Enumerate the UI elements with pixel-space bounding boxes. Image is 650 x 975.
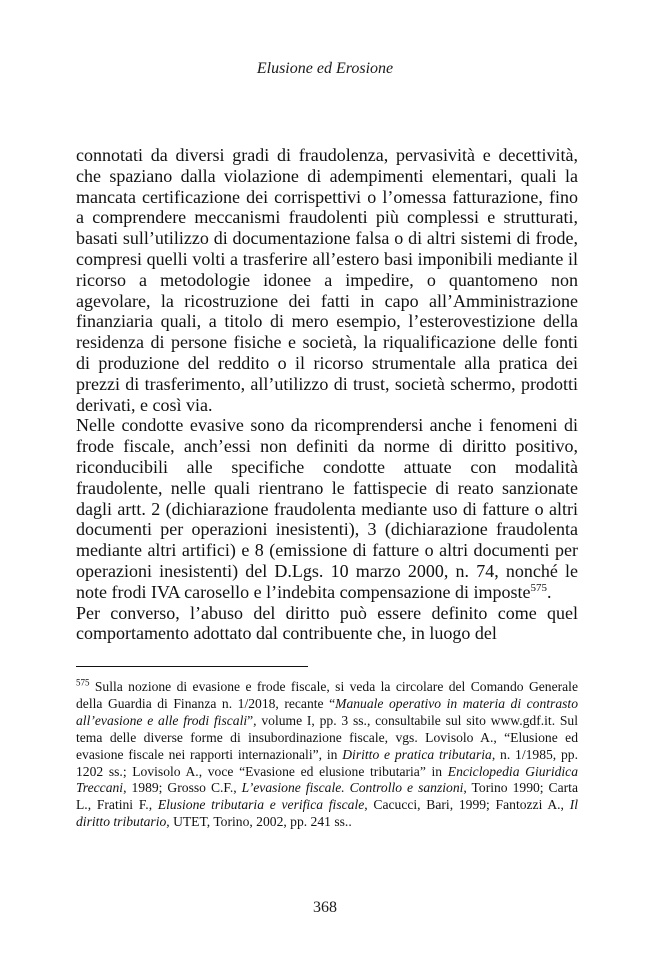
paragraph-2 [76, 415, 578, 602]
running-head: Elusione ed Erosione [256, 60, 394, 77]
footnote-text-1: Sulla nozione di evasione e frode fiscale, si veda la circolare del Comando Generale della Guardia di Finanza n. 1/2018, recante “ [76, 679, 578, 711]
footnote-italic-3: Enciclopedia Giuridica Treccani [76, 763, 578, 796]
footnote-text-7: , UTET, Torino, 2002, pp. 241 ss.. [166, 814, 352, 830]
footnote-italic-4: L’evasione fiscale. Controllo e sanzioni [241, 780, 464, 796]
footnote-text-4: , 1989; Grosso C.F., [123, 780, 242, 796]
footnote-text-6: , Cacucci, Bari, 1999; Fantozzi A., [364, 797, 570, 813]
paragraph-2-end: . [547, 581, 552, 602]
footnote-text-2: ”, volume I, pp. 3 ss., consultabile sul sito www.gdf.it. Sul tema delle diverse forme di insubordinazione fiscale, vgs. Lovisolo A., “Elusione ed evasione fiscale nei rapporti internazionali”, in [76, 712, 579, 762]
paragraph-1: connotati da diversi gradi di fraudolenza, pervasività e decettività, che spaziano dalla violazione di adempimenti elementari, quali la mancata certificazione dei corrispettivi o l’omessa fatturazione, fino a comprendere meccanismi fraudolenti più complessi e strutturati, basati sull’utilizzo di documentazione falsa o di altri sistemi di frode, compresi quelli volti a trasferire all’estero basi imponibili mediante il ricorso a metodologie idonee a impedire, o quantomeno non agevolare, la ricostruzione dei fatti in capo all’Amministrazione finanziaria quali, a titolo di mero esempio, l’esterovestizione della residenza di persone fisiche e società, la riqualificazione delle fonti di produzione del reddito o il ricorso strumentale alla pratica dei prezzi di trasferimento, all’utilizzo di trust, società schermo, prodotti derivati, e così via. [76, 145, 578, 415]
footnote-separator [76, 666, 308, 667]
footnote-italic-6: Il diritto tributario [76, 797, 579, 830]
footnote-italic-1: Manuale operativo in materia di contrasto all’evasione e alle frodi fiscali [76, 695, 579, 728]
paragraph-3: Per converso, l’abuso del diritto può essere definito come quel comportamento adottato dal contribuente che, in luogo del [76, 602, 578, 644]
footnote-text-3: , n. 1/1985, pp. 1202 ss.; Lovisolo A., voce “Evasione ed elusione tributaria” in [76, 746, 578, 779]
main-text [76, 145, 578, 644]
footnote-number: 575 [76, 677, 90, 688]
footnote-reference: 575 [530, 581, 548, 594]
page-number: 368 [313, 899, 337, 916]
footnote-italic-5: Elusione tributaria e verifica fiscale [157, 797, 365, 813]
footnote-italic-2: Diritto e pratica tributaria [342, 746, 492, 762]
footnote-text-5: , Torino 1990; Carta L., Fratini F., [76, 780, 578, 813]
paragraph-2-text: Nelle condotte evasive sono da ricomprendersi anche i fenomeni di frode fiscale, anch’essi non definiti da norme di diritto positivo, riconducibili alle specifiche condotte attuate con modalità fraudolente, nelle quali rientrano le fattispecie di reato sanzionate dagli artt. 2 (dichiarazione fraudolenta mediante uso di fatture o altri documenti per operazioni inesistenti), 3 (dichiarazione fraudolenta mediante altri artifici) e 8 (emissione di fatture o altri documenti per operazioni inesistenti) del D.Lgs. 10 marzo 2000, n. 74, nonché le note frodi IVA carosello e l’indebita compensazione di imposte [76, 415, 578, 602]
footnote [76, 679, 578, 831]
